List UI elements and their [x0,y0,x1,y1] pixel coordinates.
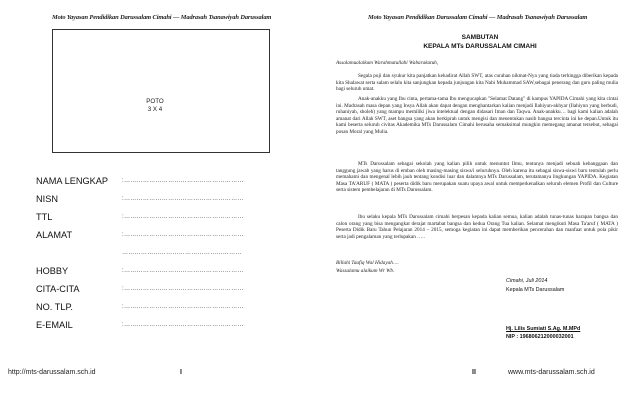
form-label: NISN [36,194,58,204]
greeting: Assalamualaikum Warahmatullahi Wabarakatuh, [336,60,439,66]
page-subtitle: KEPALA MTs DARUSSALAM CIMAHI [423,43,537,50]
page-header: Moto Yayasan Pendidikan Darussalam Cimahi — Madrasah Tsanawiyah Darussalam [368,14,588,21]
signer-position: Kepala MTs Darussalam [506,287,565,293]
photo-label-line2: 3 X 4 [147,106,163,113]
left-page [0,0,316,406]
form-row-hobby [36,264,286,278]
paragraph: MTs Darussalam sebagai sekolah yang kalian pilih untuk menuntut Ilmu, tentunya menjadi sebuah kebanggaan dan tanggung jawab yang harus di emban oleh masing-masing siswa/i seluruhnya. Oleh karena itu sebagai siswa-siswi baru tentulah perlu memahami dan mengenal lebih jauh tentang kondisi luar dan dalamnya MTs Darussalam, terutamanya lingkungan YAPIDA. Kegiatan Masa TA'ARUF ( MATA ) peserta didik baru merupakan suatu upaya awal untuk memperkenalkan seluruh elemen Profil dan Culture serta sistem pembelajaran di MTs Darussalam. [336,161,618,194]
form-field-line[interactable]: ………………………………………………… [122,250,242,256]
form-label: HOBBY [36,266,69,276]
photo-placeholder [52,29,270,153]
page-number: II [472,369,476,376]
form-label: CITA-CITA [36,284,80,294]
form-row-email [36,318,286,332]
right-page [322,0,638,406]
photo-label-line1: POTO [146,98,164,105]
form-field-line[interactable]: :………………………………………………… [122,268,244,274]
form-label: TTL [36,212,53,222]
form-field-line[interactable]: :………………………………………………… [122,304,244,310]
closing-line: Billahi Taufiq Wal Hidayah…. [336,260,399,266]
form-field-line[interactable]: :………………………………………………… [122,322,244,328]
form-label: ALAMAT [36,230,73,240]
signer-nip: NIP : 196806212000032001 [506,334,574,340]
form-row-nisn [36,192,286,206]
page-number: I [180,369,182,376]
signer-name: Hj. Lilis Sumiati S.Ag. M.MPd [506,326,581,332]
form-label: NAMA LENGKAP [36,176,108,186]
paragraph: Ibu selaku kepala MTs Darussalam cimahi berpesan kepada kalian semua, kalian adalah tunas-tunas harapan bangsa dan calon orang yang bisa mengangkat derajat martabat bangsa dan kedua Orang Tua kalian. Selamat mengikuti Masa Ta'aruf ( MATA ) Peserta Didik Baru Tahun Pelajaran 2014 – 2015, semoga kegiatan ini dapat memberikan pencerahan dan manfaat untuk pola pikir serta jadi pengalaman yang terlupakan ….. [336,214,618,240]
paragraph: Segala puji dan syukur kita panjatkan kehadirat Allah SWT, atas curahan nikmat-Nya yang tiada terhingga diberikan kepada kita Shalawat serta salam selalu kita sanjungkan kepada junjungan kita Nabi Muhammad SAW,sebagai penerang dan guru paling mulia bagi seluruh umat. [336,73,618,93]
form-row-nama [36,174,286,188]
footer-url[interactable]: www.mts-darussalam.sch.id [508,369,595,376]
form-field-line[interactable]: :………………………………………………… [122,286,244,292]
page-title: SAMBUTAN [461,34,499,41]
form-field-line[interactable]: :………………………………………………… [122,214,244,220]
form-row-alamat [36,228,286,242]
form-label: E-EMAIL [36,320,73,330]
page-header: Moto Yayasan Pendidikan Darussalam Cimahi — Madrasah Tsanawiyah Darussalam [52,14,272,21]
form-label: NO. TLP. [36,302,73,312]
form-row-alamat-2 [36,246,286,260]
form-field-line[interactable]: :………………………………………………… [122,196,244,202]
footer-url[interactable]: http://mts-darussalam.sch.id [8,369,96,376]
form-field-line[interactable]: :………………………………………………… [122,178,244,184]
form-field-line[interactable]: :………………………………………………… [122,232,244,238]
closing-line: Wassalamu alaikum Wr Wb. [336,268,395,274]
form-row-telepon [36,300,286,314]
form-row-ttl [36,210,286,224]
photo-label [53,98,269,114]
form-row-cita-cita [36,282,286,296]
paragraph: Anak-anakku yang Ibu cinta, pertama-tama Ibu mengucapkan "Selamat Datang" di kampus YAPIDA Cimahi yang kita cintai ini. Madrasah masa depan yang Insya Allah akan dapat dengan menghantarkan kalian menjadi Ilahiyun-akhyar (Ilahiyun yang berbudi, ruhaniyah, sholeh) yang mampu memiliki jiwa intelektual dengan didasari Iman dan Taqwa. Anak-anakku… bagi kami kalian adalah amanat dari Allah SWT, aset bangsa yang akan berkiprah untuk mengisi dan menentukan nasib bangsa tercinta ini ke depan.Untuk itu kami beserta seluruh civitas Akademika MTs Darussalam Cimahi berusaha semaksimal mungkin memegang amanat tersebut, sebagai posan Moral yang Mulia. [336,96,618,135]
place-date: Cimahi, Juli 2014 [506,278,548,284]
